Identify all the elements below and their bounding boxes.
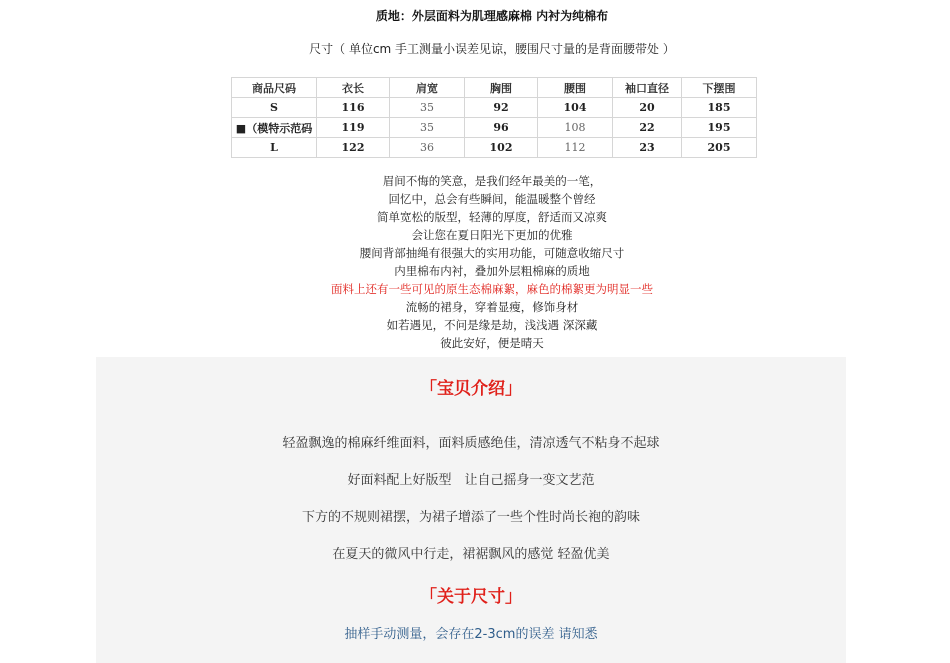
table-cell: 20 bbox=[613, 98, 682, 118]
header-bust: 胸围 bbox=[465, 78, 538, 98]
table-cell: 205 bbox=[682, 138, 757, 158]
header-size: 商品尺码 bbox=[232, 78, 317, 98]
table-cell: 22 bbox=[613, 118, 682, 138]
intro-line: 下方的不规则裙摆，为裙子增添了一些个性时尚长袍的韵味 bbox=[301, 510, 640, 525]
poem-line: 彼此安好，便是晴天 bbox=[440, 336, 544, 350]
material-description: 质地：外层面料为肌理感麻棉 内衬为纯棉布 bbox=[375, 9, 609, 23]
poem-line: 流畅的裙身，穿着显瘦，修饰身材 bbox=[405, 300, 579, 314]
header-length: 衣长 bbox=[317, 78, 390, 98]
table-row bbox=[232, 118, 757, 138]
intro-line: 在夏天的微风中行走，裙裾飘风的感觉 轻盈优美 bbox=[332, 547, 610, 562]
poem-line: 内里棉布内衬，叠加外层粗棉麻的质地 bbox=[394, 264, 590, 278]
table-cell: 92 bbox=[465, 98, 538, 118]
table-cell: 116 bbox=[317, 98, 390, 118]
table-cell: 96 bbox=[465, 118, 538, 138]
product-poem bbox=[0, 172, 950, 352]
poem-line: 回忆中，总会有些瞬间，能温暖整个曾经 bbox=[388, 192, 596, 206]
measurement-note: 抽样手动测量，会存在2-3cm的误差 请知悉 bbox=[344, 627, 598, 642]
table-cell: 119 bbox=[317, 118, 390, 138]
table-cell: 108 bbox=[538, 118, 613, 138]
table-cell: 23 bbox=[613, 138, 682, 158]
table-cell: 35 bbox=[390, 118, 465, 138]
header-cuff: 袖口直径 bbox=[613, 78, 682, 98]
size-note: 尺寸（ 单位cm 手工测量小误差见谅，腰围尺寸量的是背面腰带处 ） bbox=[309, 42, 675, 56]
table-cell: 35 bbox=[390, 98, 465, 118]
size-label-cell: L bbox=[232, 138, 317, 158]
table-row bbox=[232, 98, 757, 118]
table-row bbox=[232, 138, 757, 158]
product-intro-panel bbox=[96, 357, 846, 663]
size-heading: 「关于尺寸」 bbox=[420, 587, 522, 607]
table-cell: 102 bbox=[465, 138, 538, 158]
table-cell: 112 bbox=[538, 138, 613, 158]
size-table-header-row bbox=[232, 78, 757, 98]
header-waist: 腰围 bbox=[538, 78, 613, 98]
table-cell: 122 bbox=[317, 138, 390, 158]
poem-line: 腰间背部抽绳有很强大的实用功能，可随意收缩尺寸 bbox=[359, 246, 625, 260]
size-label-cell: ■（模特示范码 bbox=[232, 118, 317, 138]
poem-line: 简单宽松的版型，轻薄的厚度，舒适而又凉爽 bbox=[377, 210, 607, 224]
table-cell: 104 bbox=[538, 98, 613, 118]
size-table bbox=[231, 77, 757, 158]
intro-line: 轻盈飘逸的棉麻纤维面料，面料质感绝佳，清凉透气不粘身不起球 bbox=[282, 436, 660, 451]
header-shoulder: 肩宽 bbox=[390, 78, 465, 98]
size-label-cell: S bbox=[232, 98, 317, 118]
header-hem: 下摆围 bbox=[682, 78, 757, 98]
table-cell: 185 bbox=[682, 98, 757, 118]
table-cell: 195 bbox=[682, 118, 757, 138]
poem-line: 如若遇见，不问是缘是劫，浅浅遇 深深藏 bbox=[386, 318, 598, 332]
poem-line: 眉间不悔的笑意，是我们经年最美的一笔， bbox=[382, 174, 602, 188]
poem-line: 会让您在夏日阳光下更加的优雅 bbox=[411, 228, 573, 242]
poem-line-highlight: 面料上还有一些可见的原生态棉麻絮，麻色的棉絮更为明显一些 bbox=[331, 282, 653, 296]
intro-heading: 「宝贝介绍」 bbox=[420, 379, 522, 399]
table-cell: 36 bbox=[390, 138, 465, 158]
intro-line: 好面料配上好版型 让自己摇身一变文艺范 bbox=[347, 473, 595, 488]
